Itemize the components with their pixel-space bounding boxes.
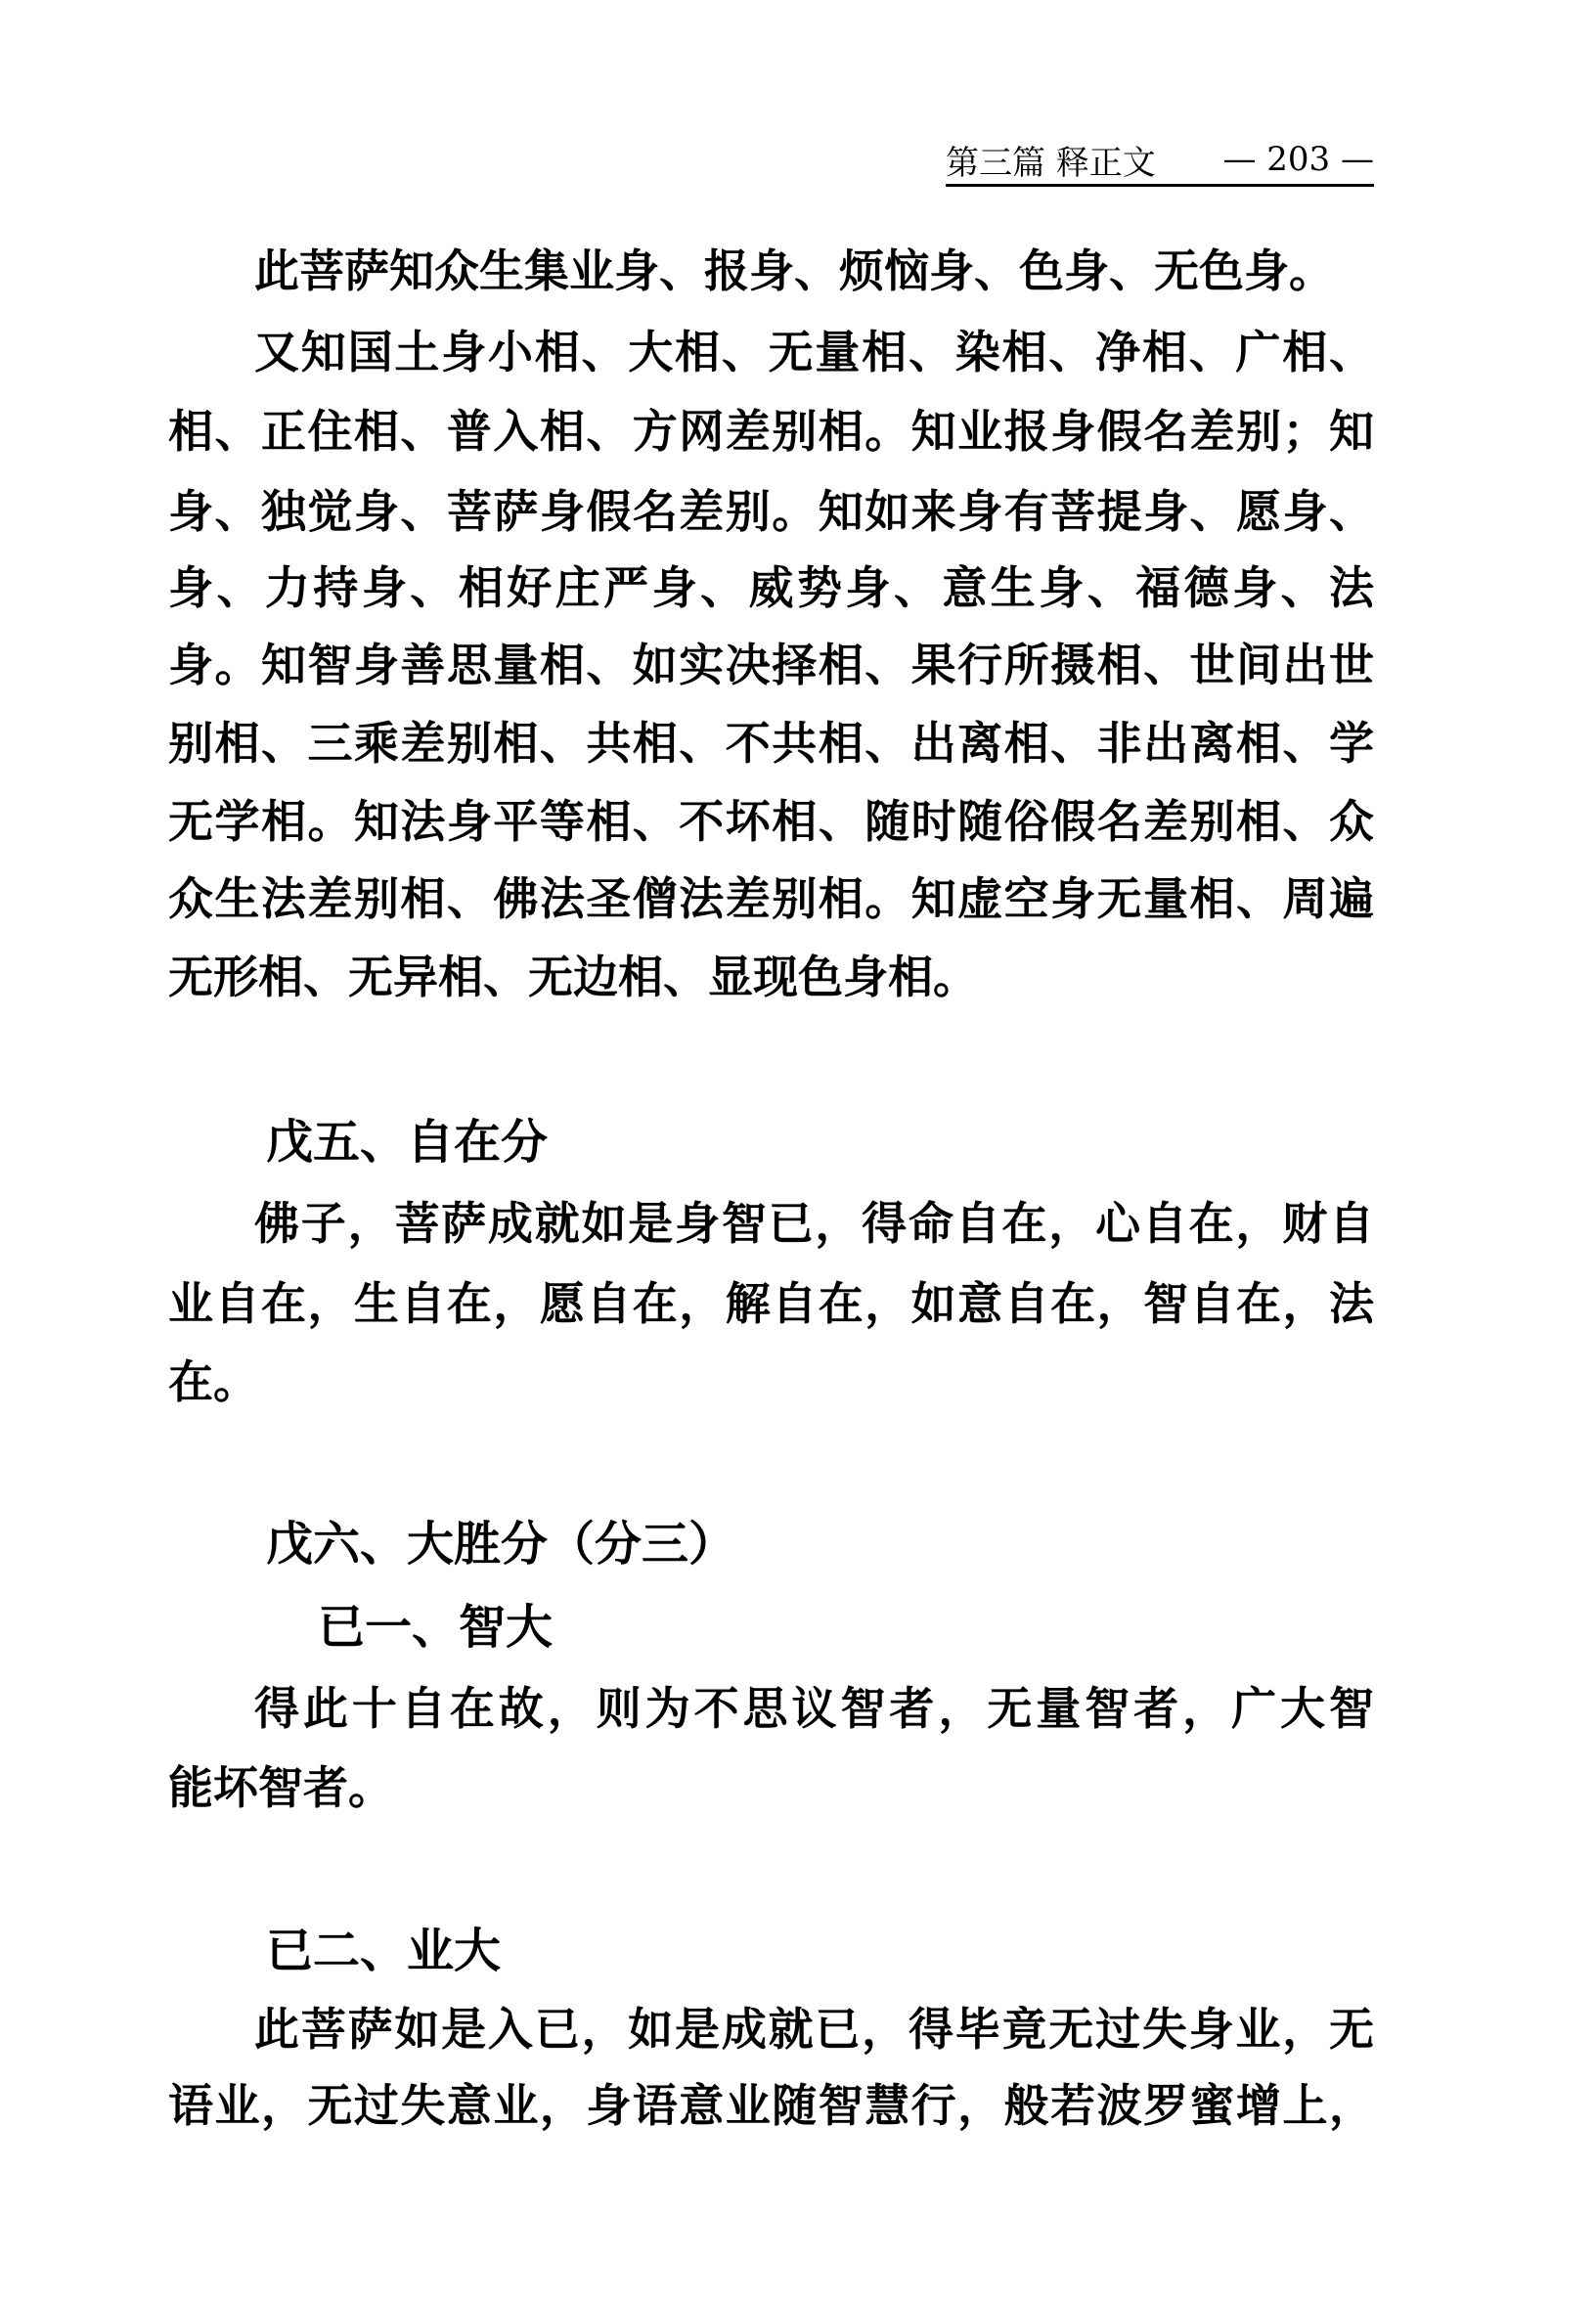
text-line: 身、独觉身、菩萨身假名差别。知如来身有菩提身、愿身、 — [168, 485, 1374, 538]
subsection-heading: 已一、智大 — [318, 1600, 554, 1655]
text-line: 业自在，生自在，愿自在，解自在，如意自在，智自在，法 — [168, 1277, 1374, 1330]
text-line: 语业，无过失意业，身语意业随智慧行，般若波罗蜜增上， — [168, 2079, 1374, 2132]
text-line: 此菩萨知众生集业身、报身、烦恼身、色身、无色身。 — [254, 244, 1334, 297]
text-line: 众生法差别相、佛法圣僧法差别相。知虚空身无量相、周遍 — [168, 872, 1374, 925]
text-line: 无学相。知法身平等相、不坏相、随时随俗假名差别相、众 — [168, 795, 1374, 848]
section-heading: 戊五、自在分 — [266, 1115, 549, 1170]
text-line: 能坏智者。 — [168, 1761, 393, 1814]
text-line: 此菩萨如是入已，如是成就已，得毕竟无过失身业，无 — [254, 2003, 1374, 2056]
text-line: 身、力持身、相好庄严身、威势身、意生身、福德身、法 — [168, 561, 1374, 614]
subsection-heading: 已二、业大 — [266, 1924, 502, 1978]
text-line: 相、正住相、普入相、方网差别相。知业报身假名差别；知 — [168, 405, 1374, 458]
text-line: 身。知智身善思量相、如实决择相、果行所摄相、世间出世 — [168, 639, 1374, 691]
page-number: — 203 — — [1222, 140, 1374, 179]
text-line: 在。 — [168, 1355, 258, 1408]
text-line: 得此十自在故，则为不思议智者，无量智者，广大智 — [254, 1682, 1374, 1735]
text-line: 无形相、无异相、无边相、显现色身相。 — [168, 951, 978, 1003]
text-line: 又知国土身小相、大相、无量相、染相、净相、广相、 — [254, 326, 1374, 378]
chapter-title: 第三篇 释正文 — [946, 143, 1156, 183]
text-line: 别相、三乘差别相、共相、不共相、出离相、非出离相、学 — [168, 717, 1374, 770]
section-heading: 戊六、大胜分（分三） — [266, 1517, 736, 1572]
running-header — [946, 135, 1374, 187]
text-line: 佛子，菩萨成就如是身智已，得命自在，心自在，财自 — [254, 1197, 1374, 1250]
